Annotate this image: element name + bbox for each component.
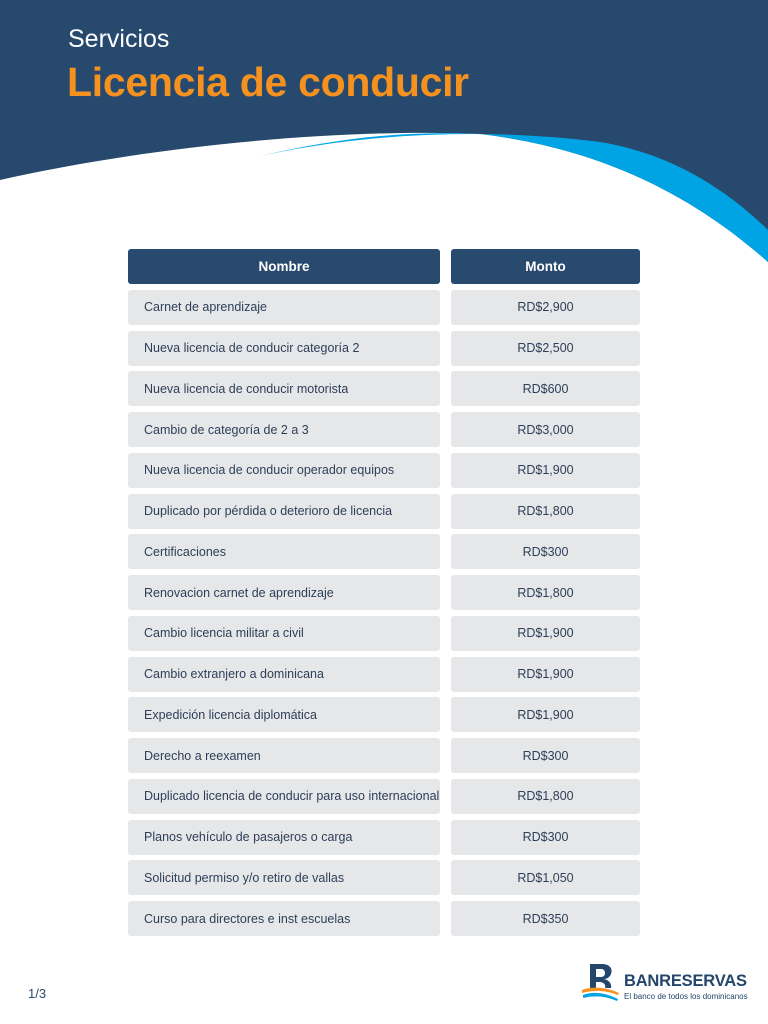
service-name: Derecho a reexamen xyxy=(128,738,440,773)
table-row xyxy=(128,616,640,651)
service-name: Curso para directores e inst escuelas xyxy=(128,901,440,936)
service-name: Nueva licencia de conducir motorista xyxy=(128,371,440,406)
service-amount: RD$2,900 xyxy=(451,290,640,325)
service-amount: RD$600 xyxy=(451,371,640,406)
table-row xyxy=(128,697,640,732)
banreservas-logo-icon xyxy=(580,960,620,1004)
service-name: Expedición licencia diplomática xyxy=(128,697,440,732)
column-header-name: Nombre xyxy=(128,249,440,284)
service-amount: RD$3,000 xyxy=(451,412,640,447)
table-row xyxy=(128,901,640,936)
service-amount: RD$1,900 xyxy=(451,616,640,651)
service-amount: RD$300 xyxy=(451,534,640,569)
table-row xyxy=(128,779,640,814)
service-amount: RD$1,900 xyxy=(451,657,640,692)
table-row xyxy=(128,412,640,447)
table-row xyxy=(128,738,640,773)
service-amount: RD$350 xyxy=(451,901,640,936)
service-name: Solicitud permiso y/o retiro de vallas xyxy=(128,860,440,895)
service-name: Nueva licencia de conducir operador equipos xyxy=(128,453,440,488)
service-name: Nueva licencia de conducir categoría 2 xyxy=(128,331,440,366)
service-amount: RD$1,800 xyxy=(451,575,640,610)
service-amount: RD$1,800 xyxy=(451,779,640,814)
table-row xyxy=(128,494,640,529)
service-amount: RD$300 xyxy=(451,738,640,773)
table-row xyxy=(128,575,640,610)
service-name: Cambio extranjero a dominicana xyxy=(128,657,440,692)
column-header-amount: Monto xyxy=(451,249,640,284)
brand-logo xyxy=(580,958,750,1006)
service-amount: RD$1,900 xyxy=(451,453,640,488)
service-amount: RD$1,900 xyxy=(451,697,640,732)
table-row xyxy=(128,534,640,569)
service-name: Cambio licencia militar a civil xyxy=(128,616,440,651)
fees-table xyxy=(128,249,640,942)
table-row xyxy=(128,820,640,855)
brand-name: BANRESERVAS xyxy=(624,972,747,990)
service-amount: RD$1,800 xyxy=(451,494,640,529)
page-number: 1/3 xyxy=(28,986,47,1001)
table-row xyxy=(128,657,640,692)
service-amount: RD$2,500 xyxy=(451,331,640,366)
table-row xyxy=(128,860,640,895)
service-amount: RD$1,050 xyxy=(451,860,640,895)
table-row xyxy=(128,331,640,366)
table-row xyxy=(128,290,640,325)
brand-tagline: El banco de todos los dominicanos xyxy=(624,992,748,1001)
service-name: Cambio de categoría de 2 a 3 xyxy=(128,412,440,447)
table-row xyxy=(128,453,640,488)
service-name: Carnet de aprendizaje xyxy=(128,290,440,325)
service-name: Certificaciones xyxy=(128,534,440,569)
page-title: Licencia de conducir xyxy=(67,59,469,105)
service-name: Renovacion carnet de aprendizaje xyxy=(128,575,440,610)
service-name: Duplicado licencia de conducir para uso internacional xyxy=(128,779,440,814)
table-header-row xyxy=(128,249,640,284)
header-kicker: Servicios xyxy=(68,25,170,53)
service-amount: RD$300 xyxy=(451,820,640,855)
service-name: Duplicado por pérdida o deterioro de licencia xyxy=(128,494,440,529)
table-row xyxy=(128,371,640,406)
service-name: Planos vehículo de pasajeros o carga xyxy=(128,820,440,855)
